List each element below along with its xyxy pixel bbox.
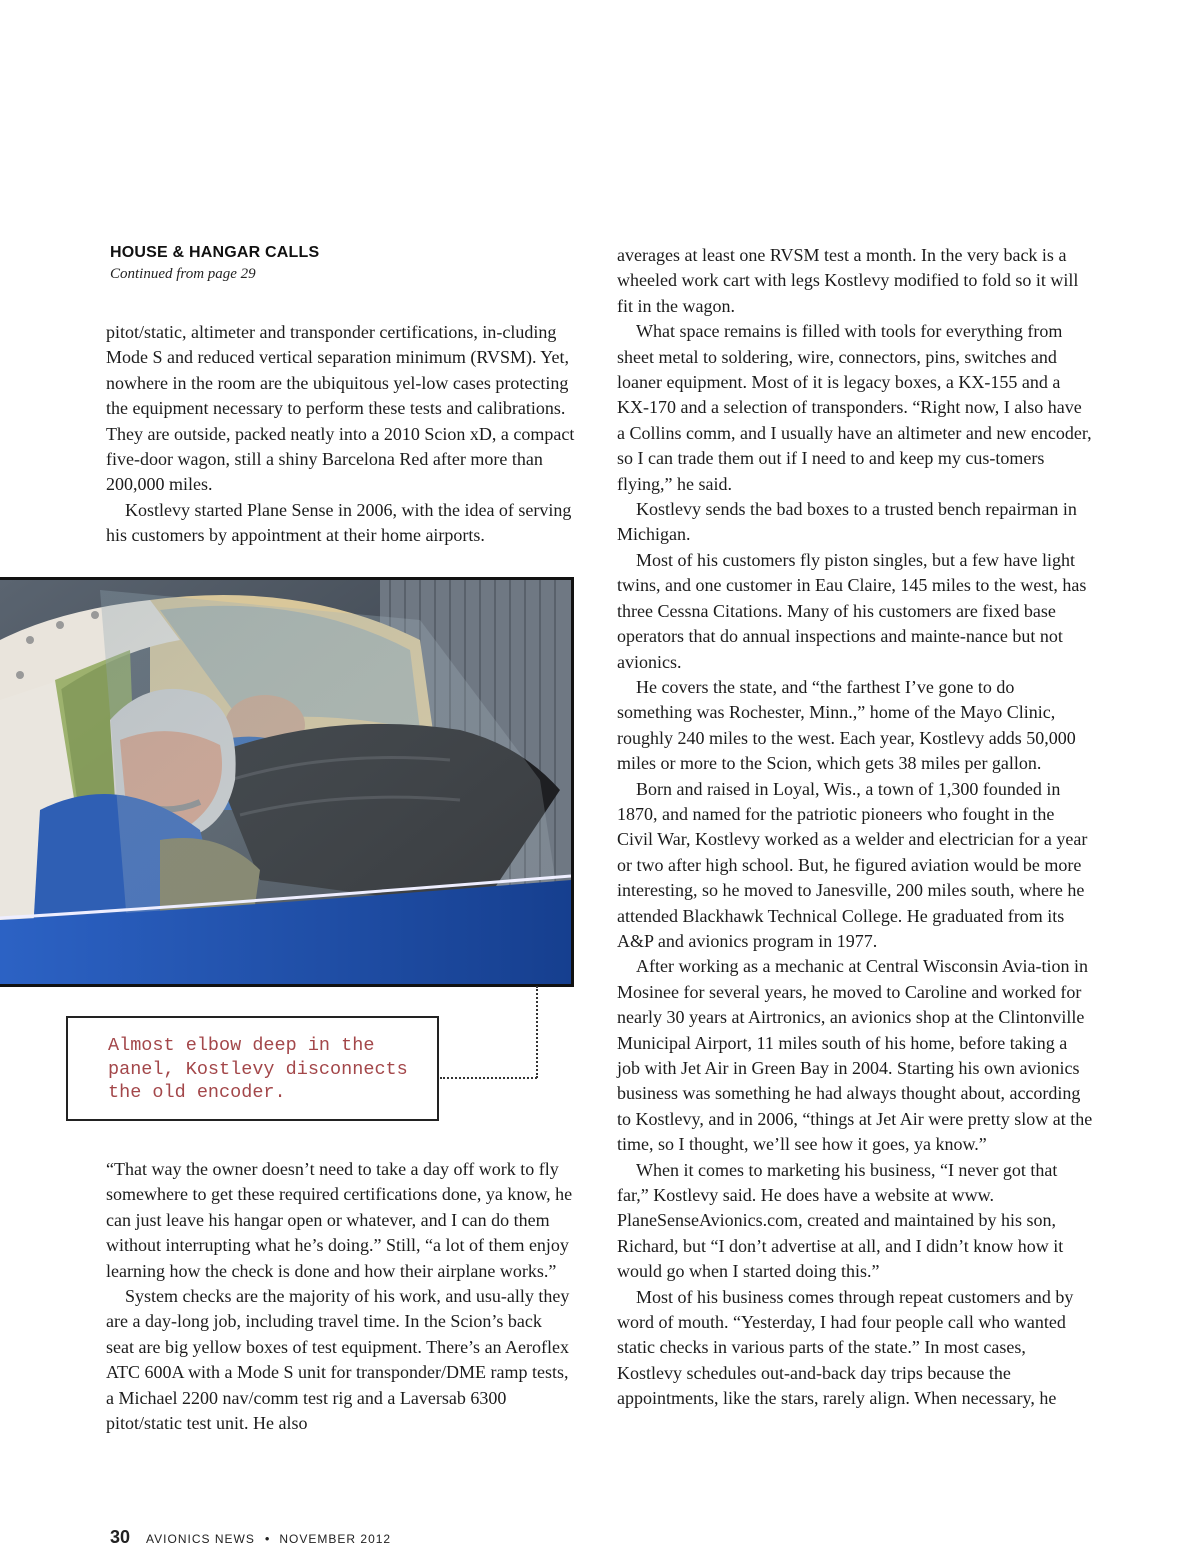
paragraph: averages at least one RVSM test a month. In the very back is a wheeled work cart with legs Kostlevy modified to fold so it will fit in the wagon. — [617, 245, 1079, 316]
page-footer — [110, 1527, 391, 1548]
photo-caption-box — [66, 1016, 439, 1121]
right-column — [617, 243, 1093, 1412]
caption-leader-horizontal — [440, 1077, 537, 1079]
paragraph: What space remains is filled with tools for everything from sheet metal to soldering, wire, connectors, pins, switches and loaner equipment. Most of it is legacy boxes, a KX-155 and a KX-170 and a selection of transponders. “Right now, I also have a Collins comm, and I usually have an altimeter and new encoder, so I can trade them out if I need to and keep my cus-tomers flying,” he said. — [617, 321, 1092, 494]
issue-date: NOVEMBER 2012 — [279, 1532, 392, 1546]
paragraph: Kostlevy started Plane Sense in 2006, with the idea of serving his customers by appointment at their home airports. — [106, 499, 572, 546]
paragraph: When it comes to marketing his business, “I never got that far,” Kostlevy said. He does have a website at www. PlaneSenseAvionics.com, created and maintained by his son, Richard, but “I don’t advertise at all, and I didn’t know how it would go when I started doing this.” — [617, 1159, 1064, 1282]
paragraph: He covers the state, and “the farthest I’ve gone to do something was Rochester, Minn.,” home of the Mayo Clinic, roughly 240 miles to the west. Each year, Kostlevy adds 50,000 miles or more to the Scion, which gets 38 miles per gallon. — [617, 676, 1076, 774]
continued-note: Continued from page 29 — [110, 266, 256, 282]
caption-leader-vertical — [536, 986, 538, 1078]
page-number: 30 — [110, 1527, 131, 1547]
left-column-top — [106, 320, 584, 549]
paragraph: Most of his business comes through repeat customers and by word of mouth. “Yesterday, I had four people call who wanted static checks in various parts of the state.” In most cases, Kostlevy schedules out-and-back day trips because the appointments, like the stars, rarely align. When necessary, he — [617, 1286, 1074, 1409]
photo-illustration — [0, 580, 571, 984]
publication-name: AVIONICS NEWS — [146, 1532, 255, 1546]
paragraph: “That way the owner doesn’t need to take a day off work to fly somewhere to get these required certifications done, ya know, he can just leave his hangar open or whatever, and I can do them without interrupting what he’s doing.” Still, “a lot of them enjoy learning how the check is done and how their airplane works.” — [106, 1159, 573, 1281]
paragraph: System checks are the majority of his work, and usu-ally they are a day-long job, including travel time. In the Scion’s back seat are big yellow boxes of test equipment. There’s an Aeroflex ATC 600A with a Mode S unit for transponder/DME ramp tests, a Michael 2200 nav/comm test rig and a Laversab 6300 pitot/static test unit. He also — [106, 1286, 570, 1434]
paragraph: Most of his customers fly piston singles, but a few have light twins, and one customer in Eau Claire, 145 miles to the west, has three Cessna Citations. Many of his customers are fixed base operators that do annual inspections and mainte-nance but not avionics. — [617, 549, 1087, 672]
footer-bullet: • — [264, 1531, 270, 1546]
paragraph: pitot/static, altimeter and transponder certifications, in-cluding Mode S and reduced vertical separation minimum (RVSM). Yet, nowhere in the room are the ubiquitous yel-low cases protecting the equipment necessary to perform these tests and calibrations. They are outside, packed neatly into a 2010 Scion xD, a compact five-door wagon, still a shiny Barcelona Red after more than 200,000 miles. — [106, 322, 575, 495]
section-title: HOUSE & HANGAR CALLS — [110, 244, 320, 261]
paragraph: Kostlevy sends the bad boxes to a trusted bench repairman in Michigan. — [617, 499, 1077, 545]
photo-technician-in-cockpit — [0, 577, 574, 987]
left-column-bottom — [106, 1157, 574, 1436]
photo-caption: Almost elbow deep in the panel, Kostlevy disconnects the old encoder. — [108, 1035, 408, 1103]
paragraph: Born and raised in Loyal, Wis., a town of 1,300 founded in 1870, and named for the patriotic pioneers who fought in the Civil War, Kostlevy worked as a welder and electrician for a year or two after high school. But, he figured aviation would be more interesting, so he moved to Janesville, 200 miles south, where he attended Blackhawk Technical College. He graduated from its A&P and avionics program in 1977. — [617, 778, 1088, 951]
paragraph: After working as a mechanic at Central Wisconsin Avia-tion in Mosinee for several years, he moved to Caroline and worked for nearly 30 years at Airtronics, an avionics shop at the Clintonville Municipal Airport, 11 miles south of his home, before taking a job with Jet Air in Green Bay in 2004. Starting his own avionics business was something he had always thought about, according to Kostlevy, and in 2006, “things at Jet Air were pretty slow at the time, so I thought, we’ll see how it goes, ya know.” — [617, 956, 1093, 1155]
